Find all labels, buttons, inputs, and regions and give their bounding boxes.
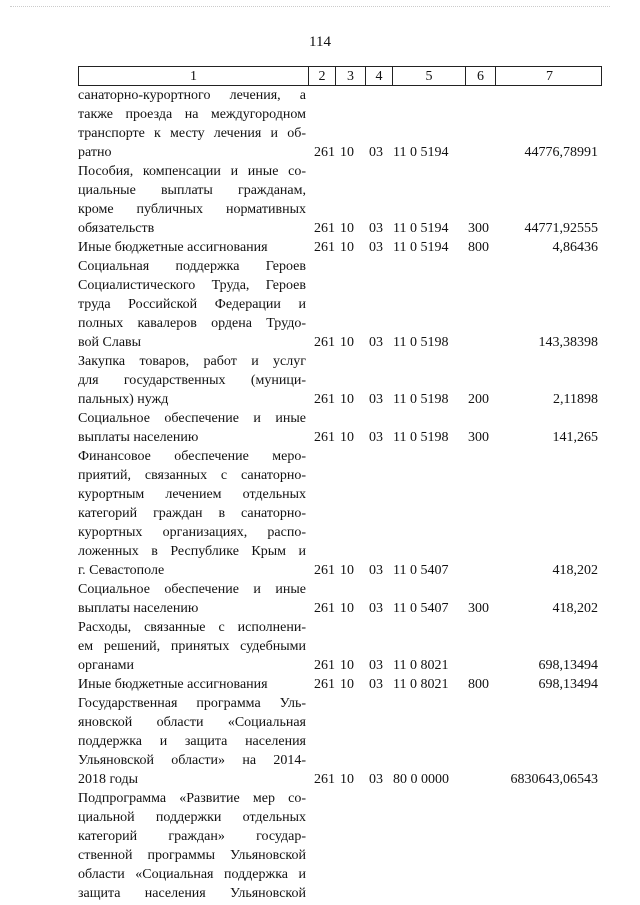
row-codes (78, 333, 602, 352)
row-codes (78, 390, 602, 409)
subsection-code: 03 (369, 335, 383, 350)
description-line: Пособия, компенсации и иные со- (78, 164, 306, 179)
description-line: полных кавалеров ордена Трудо- (78, 316, 306, 331)
amount: 44776,78991 (524, 145, 598, 160)
amount: 143,38398 (538, 335, 598, 350)
target-code: 11 0 8021 (393, 677, 449, 692)
section-code: 10 (340, 772, 354, 787)
subsection-code: 03 (369, 221, 383, 236)
expense-type-code: 200 (468, 392, 489, 407)
target-code: 11 0 5194 (393, 145, 449, 160)
subsection-code: 03 (369, 601, 383, 616)
admin-code: 261 (314, 658, 335, 673)
section-code: 10 (340, 240, 354, 255)
table-row (78, 162, 602, 238)
description-line: курортным лечением отдельных (78, 487, 306, 502)
description-line: ложенных в Республике Крым и (78, 544, 306, 559)
admin-code: 261 (314, 392, 335, 407)
col-header-7: 7 (546, 69, 553, 84)
description-line: транспорте к месту лечения и об- (78, 126, 306, 141)
col-header-4: 4 (366, 67, 393, 85)
table-row (78, 447, 602, 580)
description-line: выплаты населению (78, 601, 199, 616)
description-line: области «Социальная поддержка и (78, 867, 306, 882)
table-row (78, 789, 602, 903)
col-header-5: 5 (393, 67, 466, 85)
description-line: приятий, связанных с санаторно- (78, 468, 306, 483)
description-line: кроме публичных нормативных (78, 202, 306, 217)
subsection-code: 03 (369, 145, 383, 160)
description-line: санаторно-курортного лечения, а (78, 88, 306, 103)
admin-code: 261 (314, 335, 335, 350)
row-codes (78, 143, 602, 162)
table-row (78, 352, 602, 409)
row-codes (78, 770, 602, 789)
description-line: яновской области «Социальная (78, 715, 306, 730)
subsection-code: 03 (369, 430, 383, 445)
subsection-code: 03 (369, 240, 383, 255)
table-row (78, 618, 602, 675)
amount: 44771,92555 (524, 221, 598, 236)
section-code: 10 (340, 392, 354, 407)
admin-code: 261 (314, 240, 335, 255)
section-code: 10 (340, 658, 354, 673)
description-line: труда Российской Федерации и (78, 297, 306, 312)
amount: 4,86436 (552, 240, 598, 255)
section-code: 10 (340, 563, 354, 578)
expense-type-code: 800 (468, 677, 489, 692)
description-line: поддержка и защита населения (78, 734, 306, 749)
description-line: циальные выплаты гражданам, (78, 183, 306, 198)
subsection-code: 03 (369, 392, 383, 407)
description-line: ем решений, принятых судебными (78, 639, 306, 654)
amount: 2,11898 (553, 392, 598, 407)
description-line: курортных организациях, распо- (78, 525, 306, 540)
subsection-code: 03 (369, 772, 383, 787)
expense-type-code: 300 (468, 430, 489, 445)
description-line: Закупка товаров, работ и услуг (78, 354, 306, 369)
target-code: 11 0 5194 (393, 240, 449, 255)
row-codes (78, 884, 602, 903)
description-line: ственной программы Ульяновской (78, 848, 306, 863)
section-code: 10 (340, 677, 354, 692)
table-row (78, 257, 602, 352)
description-line: вой Славы (78, 335, 142, 350)
row-codes (78, 675, 602, 694)
description-line: Расходы, связанные с исполнени- (78, 620, 306, 635)
target-code: 11 0 5407 (393, 601, 449, 616)
description-line: категорий граждан в санаторно- (78, 506, 306, 521)
admin-code: 261 (314, 677, 335, 692)
row-codes (78, 561, 602, 580)
amount: 418,202 (552, 563, 598, 578)
description-line: пальных) нужд (78, 392, 169, 407)
admin-code: 261 (314, 601, 335, 616)
description-line: циальной поддержки отдельных (78, 810, 306, 825)
table-row (78, 86, 602, 162)
description-line: Подпрограмма «Развитие мер со- (78, 791, 306, 806)
description-line: г. Севастополе (78, 563, 165, 578)
admin-code: 261 (314, 563, 335, 578)
description-line: органами (78, 658, 135, 673)
description-line: также проезда на междугородном (78, 107, 306, 122)
description-line: Финансовое обеспечение меро- (78, 449, 306, 464)
target-code: 11 0 8021 (393, 658, 449, 673)
col-header-1: 1 (79, 67, 309, 85)
description-line: защита населения Ульяновской (78, 886, 306, 901)
description-line: Ульяновской области» на 2014- (78, 753, 306, 768)
row-codes (78, 428, 602, 447)
target-code: 11 0 5198 (393, 392, 449, 407)
expense-type-code: 300 (468, 601, 489, 616)
description-line: для государственных (муници- (78, 373, 306, 388)
expense-type-code: 800 (468, 240, 489, 255)
subsection-code: 03 (369, 563, 383, 578)
scan-artifact-line (10, 6, 610, 15)
target-code: 11 0 5407 (393, 563, 449, 578)
target-code: 11 0 5198 (393, 335, 449, 350)
target-code: 80 0 0000 (393, 772, 449, 787)
table-header (78, 66, 602, 86)
subsection-code: 03 (369, 677, 383, 692)
section-code: 10 (340, 430, 354, 445)
description-line: Социальная поддержка Героев (78, 259, 306, 274)
expense-type-code: 300 (468, 221, 489, 236)
description-line: Иные бюджетные ассигнования (78, 677, 268, 692)
admin-code: 261 (314, 430, 335, 445)
row-codes (78, 599, 602, 618)
col-header-6: 6 (466, 67, 496, 85)
row-codes (78, 238, 602, 257)
page-number: 114 (309, 34, 331, 50)
admin-code: 261 (314, 221, 335, 236)
amount: 6830643,06543 (510, 772, 598, 787)
target-code: 11 0 5198 (393, 430, 449, 445)
table-body (78, 86, 602, 903)
table-row (78, 580, 602, 618)
amount: 141,265 (552, 430, 598, 445)
description-line: выплаты населению (78, 430, 199, 445)
col-header-2: 2 (309, 67, 336, 85)
amount: 418,202 (552, 601, 598, 616)
row-codes (78, 656, 602, 675)
description-line: ратно (78, 145, 112, 160)
description-line: Государственная программа Уль- (78, 696, 306, 711)
table-row (78, 409, 602, 447)
amount: 698,13494 (538, 677, 598, 692)
amount: 698,13494 (538, 658, 598, 673)
table-row (78, 675, 602, 694)
section-code: 10 (340, 145, 354, 160)
description-line: Иные бюджетные ассигнования (78, 240, 268, 255)
table-row (78, 238, 602, 257)
section-code: 10 (340, 221, 354, 236)
description-line: категорий граждан» государ- (78, 829, 306, 844)
description-line: 2018 годы (78, 772, 139, 787)
subsection-code: 03 (369, 658, 383, 673)
target-code: 11 0 5194 (393, 221, 449, 236)
description-line: обязательств (78, 221, 155, 236)
admin-code: 261 (314, 145, 335, 160)
admin-code: 261 (314, 772, 335, 787)
row-codes (78, 219, 602, 238)
section-code: 10 (340, 335, 354, 350)
section-code: 10 (340, 601, 354, 616)
table-row (78, 694, 602, 789)
col-header-3: 3 (336, 67, 366, 85)
description-line: Социальное обеспечение и иные (78, 411, 306, 426)
description-line: Социалистического Труда, Героев (78, 278, 306, 293)
description-line: Социальное обеспечение и иные (78, 582, 306, 597)
